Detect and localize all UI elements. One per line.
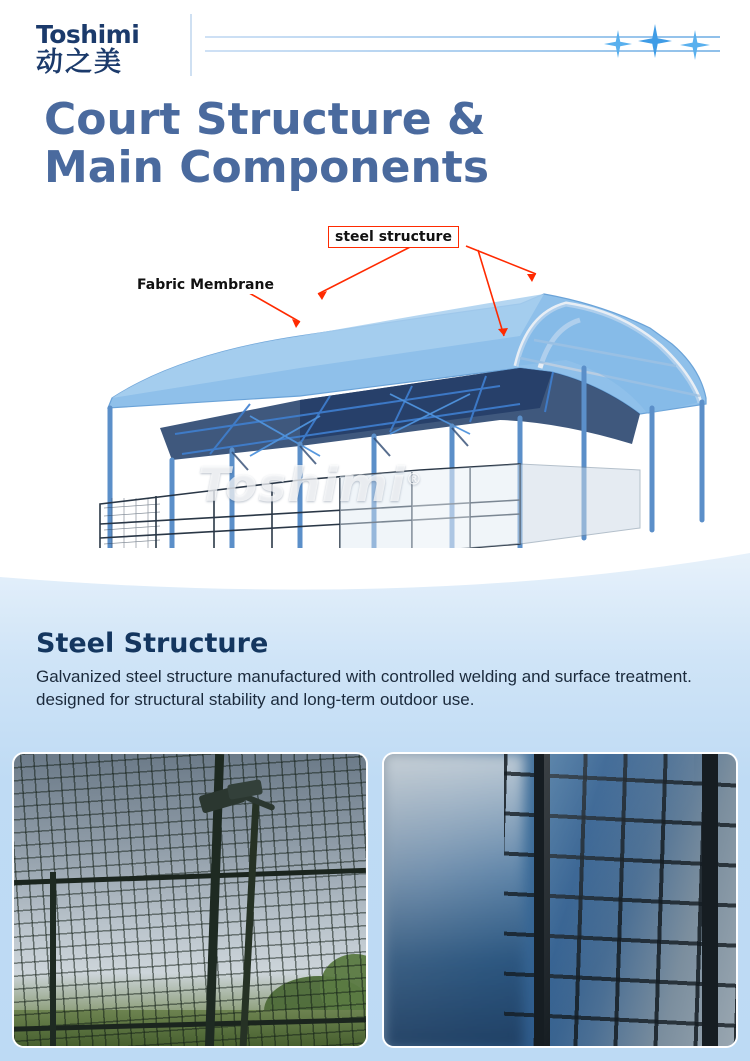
photo-fence-floodlight	[12, 752, 368, 1048]
sparkle-icon	[680, 30, 710, 60]
photo-gallery	[12, 752, 738, 1050]
watermark	[198, 458, 423, 513]
sparkle-icon	[604, 30, 632, 58]
watermark-text: Toshimi	[198, 458, 406, 513]
header-divider	[190, 14, 192, 76]
photo2-blurred-foreground	[384, 754, 524, 1048]
page-title	[44, 94, 644, 193]
logo-latin-text: Toshimi	[36, 20, 140, 49]
page-title-line-1: Court Structure &	[44, 94, 486, 145]
photo2-glass-sheen	[544, 754, 694, 1048]
callout-steel-structure: steel structure	[328, 226, 459, 248]
sparkle-icon	[638, 24, 672, 58]
brand-logo	[36, 22, 186, 77]
photo2-steel-post	[702, 754, 718, 1048]
court-diagram-svg	[0, 208, 750, 588]
logo-chinese-text: 动之美	[36, 47, 123, 78]
photo-steel-mesh-panel	[382, 752, 738, 1048]
section-description	[36, 666, 712, 712]
section-paragraph-1: Galvanized steel structure manufactured with controlled welding and surface treatment.	[36, 667, 692, 686]
photo1-fence-post	[50, 872, 56, 1048]
callout-fabric-membrane: Fabric Membrane	[137, 277, 274, 293]
steel-structure-section	[0, 548, 750, 1061]
sparkle-icon-group	[600, 20, 730, 72]
page-title-line-2: Main Components	[44, 142, 490, 193]
section-paragraph-2: designed for structural stability and long-term outdoor use.	[36, 689, 475, 709]
watermark-registered-icon: ®	[405, 469, 423, 489]
page-header	[0, 0, 750, 92]
section-heading: Steel Structure	[36, 628, 269, 659]
section-top-curve	[0, 548, 750, 607]
court-structure-illustration	[0, 208, 750, 588]
photo1-fence-mesh	[14, 754, 366, 1046]
